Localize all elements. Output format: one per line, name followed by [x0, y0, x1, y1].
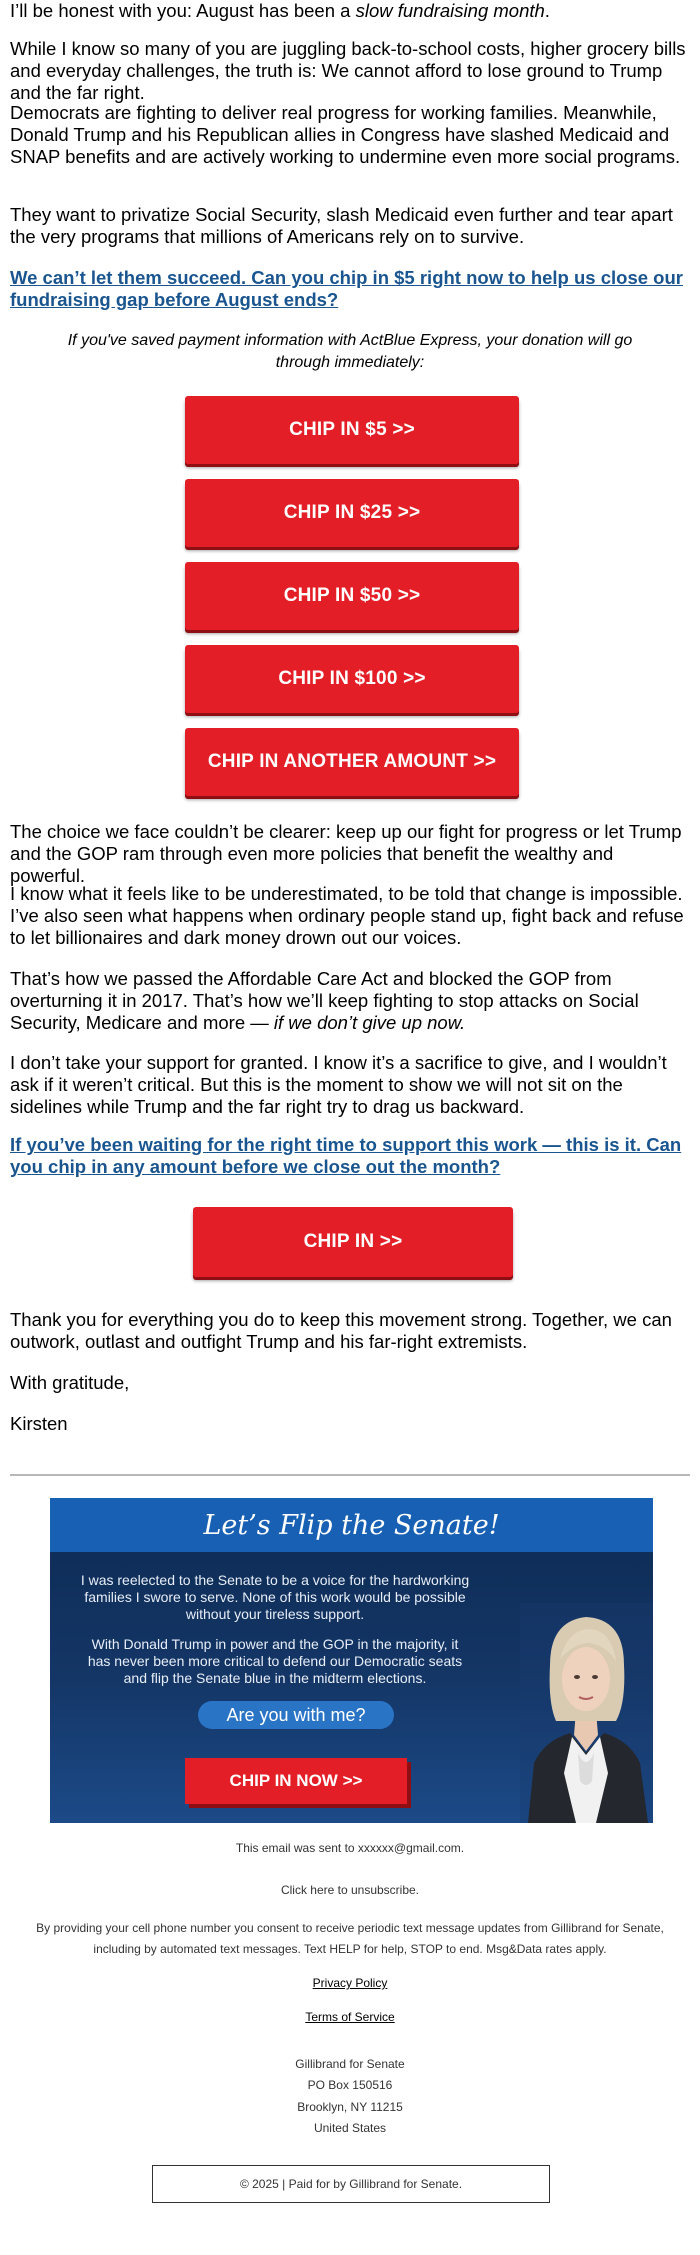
intro-paragraph-3: Democrats are fighting to deliver real progress for working families. Meanwhile, Donald Trump and his Republican allies in Congress have slashed Medicaid and SNAP benefits and are actively working to undermine even more social programs. [10, 102, 681, 167]
signature: Kirsten [10, 1413, 68, 1434]
middle-paragraph-3: That’s how we passed the Affordable Care Act and blocked the GOP from overturning it in 2017. That’s how we’ll keep fighting to stop attacks on Social Security, Medicare and more — if we don’t give up now. [10, 968, 639, 1033]
banner-text-1: I was reelected to the Senate to be a voice for the hardworking families I swore to serve. None of this work would be possible without your tireless support. [80, 1572, 470, 1622]
chip-in-other-amount-button[interactable]: CHIP IN ANOTHER AMOUNT >> [185, 728, 519, 796]
chip-in-5-button[interactable]: CHIP IN $5 >> [185, 396, 519, 464]
intro-paragraph-4: They want to privatize Social Security, slash Medicaid even further and tear apart the very programs that millions of Americans rely on to survive. [10, 204, 673, 247]
chip-in-25-button[interactable]: CHIP IN $25 >> [185, 479, 519, 547]
terms-line [10, 2007, 690, 2028]
chip-in-now-button[interactable]: CHIP IN NOW >> [185, 1758, 407, 1804]
privacy-line [10, 1973, 690, 1994]
actblue-express-note: If you've saved payment information with ActBlue Express, your donation will go through immediately: [67, 332, 633, 371]
donate-link-any-amount[interactable]: If you’ve been waiting for the right time to support this work — this is it. Can you chip in any amount before we close out the month? [10, 1134, 682, 1177]
terms-of-service-link[interactable]: Terms of Service [305, 2010, 395, 2024]
city-state-zip: Brooklyn, NY 11215 [297, 2100, 403, 2114]
closing-paragraph: Thank you for everything you do to keep this movement strong. Together, we can outwork, outlast and outfight Trump and his far-right extremists. [10, 1309, 672, 1352]
middle-paragraph-1: The choice we face couldn’t be clearer: keep up our fight for progress or let Trump and the GOP ram through even more policies that benefit the wealthy and powerful. [10, 821, 682, 886]
signoff: With gratitude, [10, 1372, 130, 1393]
banner-text-2: With Donald Trump in power and the GOP in the majority, it has never been more critical to defend our Democratic seats and flip the Senate blue in the midterm elections. [87, 1636, 463, 1686]
unsubscribe-link[interactable]: Click here to unsubscribe. [280, 1883, 420, 1897]
banner-script-title: Let’s Flip the Senate! [50, 1498, 653, 1552]
copyright-text: © 2025 | Paid for by Gillibrand for Senate. [239, 2177, 463, 2191]
chip-in-100-button[interactable]: CHIP IN $100 >> [185, 645, 519, 713]
sms-consent: By providing your cell phone number you consent to receive periodic text message updates from Gillibrand for Senate, including by automated text messages. Text HELP for help, STOP to end. Msg&Data rates apply. [36, 1921, 664, 1956]
are-you-with-me-pill: Are you with me? [198, 1701, 394, 1729]
intro-paragraph-1: I’ll be honest with you: August has been a slow fundraising month. [10, 0, 550, 21]
senator-portrait [520, 1603, 653, 1823]
slow-fundraising-emphasis: slow fundraising month [355, 0, 545, 21]
sent-to-notice: This email was sent to xxxxxx@gmail.com. [235, 1841, 465, 1855]
divider [10, 1474, 690, 1476]
dont-give-up-emphasis: if we don’t give up now. [273, 1012, 466, 1033]
middle-paragraph-2: I know what it feels like to be underestimated, to be told that change is impossible. I’ve also seen what happens when ordinary people stand up, fight back and refuse to let billionaires and dark money drown out our voices. [10, 883, 684, 948]
chip-in-button[interactable]: CHIP IN >> [193, 1207, 513, 1277]
flip-the-senate-banner[interactable] [50, 1498, 653, 1823]
po-box: PO Box 150516 [307, 2078, 393, 2092]
copyright-box [152, 2165, 550, 2203]
unsubscribe-line [10, 1880, 690, 1901]
middle-paragraph-4: I don’t take your support for granted. I know it’s a sacrifice to give, and I wouldn’t ask if it weren’t critical. But this is the moment to show we will not sit on the sidelines while Trump and the far right try to drag us backward. [10, 1052, 667, 1117]
country: United States [313, 2121, 387, 2135]
donate-link-5[interactable]: We can’t let them succeed. Can you chip in $5 right now to help us close our fundraising gap before August ends? [10, 267, 683, 310]
org-name: Gillibrand for Senate [295, 2057, 405, 2071]
intro-paragraph-2: While I know so many of you are juggling back-to-school costs, higher grocery bills and everyday challenges, the truth is: We cannot afford to lose ground to Trump and the far right. [10, 38, 686, 103]
chip-in-50-button[interactable]: CHIP IN $50 >> [185, 562, 519, 630]
privacy-policy-link[interactable]: Privacy Policy [312, 1976, 388, 1990]
